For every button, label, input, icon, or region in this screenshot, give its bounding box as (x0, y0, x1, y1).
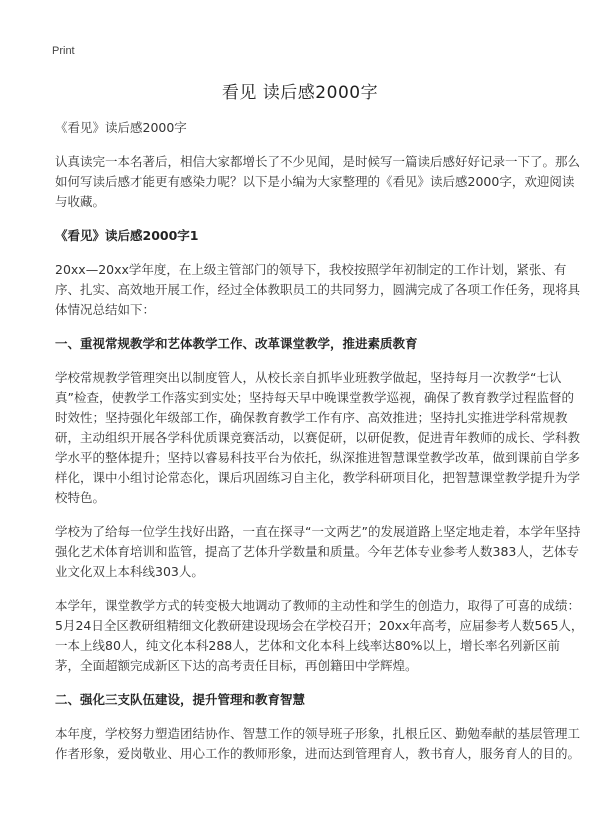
heading-2: 二、强化三支队伍建设，提升管理和教育智慧 (55, 692, 306, 707)
page-title: 看见 读后感2000字 (221, 83, 379, 103)
print-label: Print (52, 45, 75, 57)
document-subtitle: 《看见》读后感2000字 (55, 120, 187, 135)
body-paragraph-3: 学校为了给每一位学生找好出路，一直在探寻“一文两艺”的发展道路上坚定地走着，本学年坚持强化艺术体育培训和监管，提高了艺体升学数量和质量。今年艺体专业参考人数383人，艺体专业文化双上本科线303人。 (55, 524, 581, 579)
heading-1: 一、重视常规教学和艺体教学工作、改革课堂教学，推进素质教育 (55, 336, 418, 351)
intro-paragraph: 认真读完一本名著后，相信大家都增长了不少见闻，是时候写一篇读后感好好记录一下了。那么如何写读后感才能更有感染力呢？以下是小编为大家整理的《看见》读后感2000字，欢迎阅读与收藏。 (55, 154, 581, 209)
document-body (55, 118, 585, 764)
section-heading: 《看见》读后感2000字1 (55, 228, 199, 243)
body-paragraph-4: 本学年，课堂教学方式的转变极大地调动了教师的主动性和学生的创造力，取得了可喜的成绩：5月24日全区教研组精细文化教研建设现场会在学校召开；20xx年高考，应届参考人数565人，一本上线80人，纯文化本科288人，艺体和文化本科上线率达80%以上，增长率名列新区前茅，全面超额完成新区下达的高考责任目标，再创籍田中学辉煌。 (55, 598, 584, 673)
body-paragraph-5: 本年度，学校努力塑造团结协作、智慧工作的领导班子形象，扎根丘区、勤勉奉献的基层管理工作者形象，爱岗敬业、用心工作的教师形象，进而达到管理育人，教书育人，服务育人的目的。 (55, 726, 581, 761)
body-paragraph-1: 20xx—20xx学年度，在上级主管部门的领导下，我校按照学年初制定的工作计划，紧张、有序、扎实、高效地开展工作，经过全体教职员工的共同努力，圆满完成了各项工作任务，现将具体情况总结如下： (55, 262, 581, 317)
body-paragraph-2: 学校常规教学管理突出以制度管人，从校长亲自抓毕业班教学做起，坚持每月一次教学“七认真”检查，使教学工作落实到实处；坚持每天早中晚课堂教学巡视，确保了教育教学过程监督的时效性；坚持强化年级部工作，确保教育教学工作有序、高效推进；坚持扎实推进学科常规教研，主动组织开展各学科优质课竞赛活动，以赛促研，以研促教，促进青年教师的成长、学科教学水平的整体提升；坚持以睿易科技平台为依托，纵深推进智慧课堂教学改革，做到课前自学多样化，课中小组讨论常态化，课后巩固练习自主化，教学科研项目化，把智慧课堂教学提升为学校特色。 (55, 370, 581, 505)
